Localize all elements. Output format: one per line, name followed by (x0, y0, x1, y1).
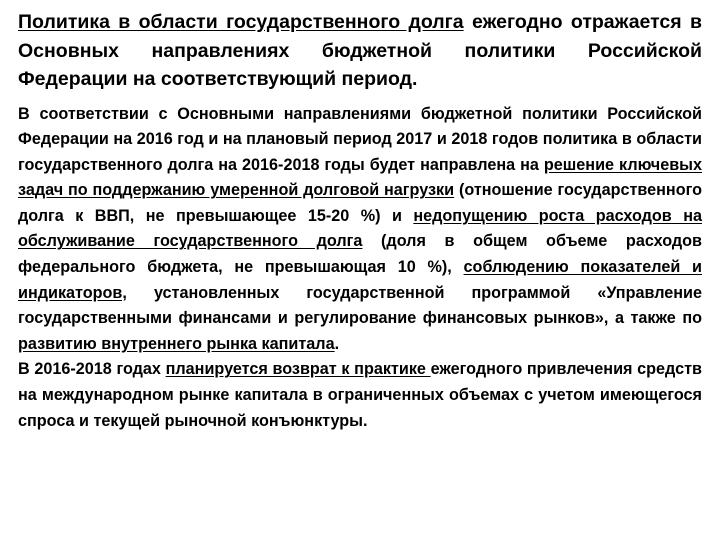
p1-underlined-debt-service: недопущению роста расходов на обслуживание государственного долга (18, 206, 702, 251)
heading-underlined-phrase: Политика в области государственного долга (18, 11, 464, 33)
p1-underlined-debt-load: решение ключевых задач по поддержанию умеренной долговой нагрузки (18, 155, 702, 200)
p1-text-2: (отношение государственного долга к ВВП, не превышающее 15-20 %) и (18, 181, 703, 225)
body-paragraph-2 (18, 357, 702, 434)
p1-text-4: установленных государственной программой «Управление государственными финансами и регулирование финансовых рынков», а также по (18, 283, 702, 328)
p2-text-2: ежегодного привлечения средств на международном рынке капитала в ограниченных объемах с учетом имеющегося спроса и текущей рыночной конъюнктуры. (18, 360, 702, 430)
body-paragraph-1 (18, 102, 702, 358)
heading-text: ежегодно отражается в Основных направлениях бюджетной политики Российской Федерации на соответствующий период. (18, 11, 702, 90)
p2-underlined-return: планируется возврат к практике (165, 360, 431, 379)
p1-underlined-indicators: соблюдению показателей и индикаторов, (18, 258, 702, 302)
p1-text-1: В соответствии с Основными направлениями бюджетной политики Российской Федерации на 2016 год и на плановый период 2017 и 2018 годов политика в области государственного долга на 2016-2018 годы будет направлена на (18, 104, 702, 174)
slide-heading (18, 8, 702, 94)
p1-text-3: (доля в общем объеме расходов федерального бюджета, не превышающая 10 %), (18, 232, 702, 277)
p1-text-5: . (334, 334, 340, 353)
p1-underlined-capital-market: развитию внутреннего рынка капитала (18, 334, 335, 353)
p2-text-1: В 2016-2018 годах (18, 360, 166, 379)
